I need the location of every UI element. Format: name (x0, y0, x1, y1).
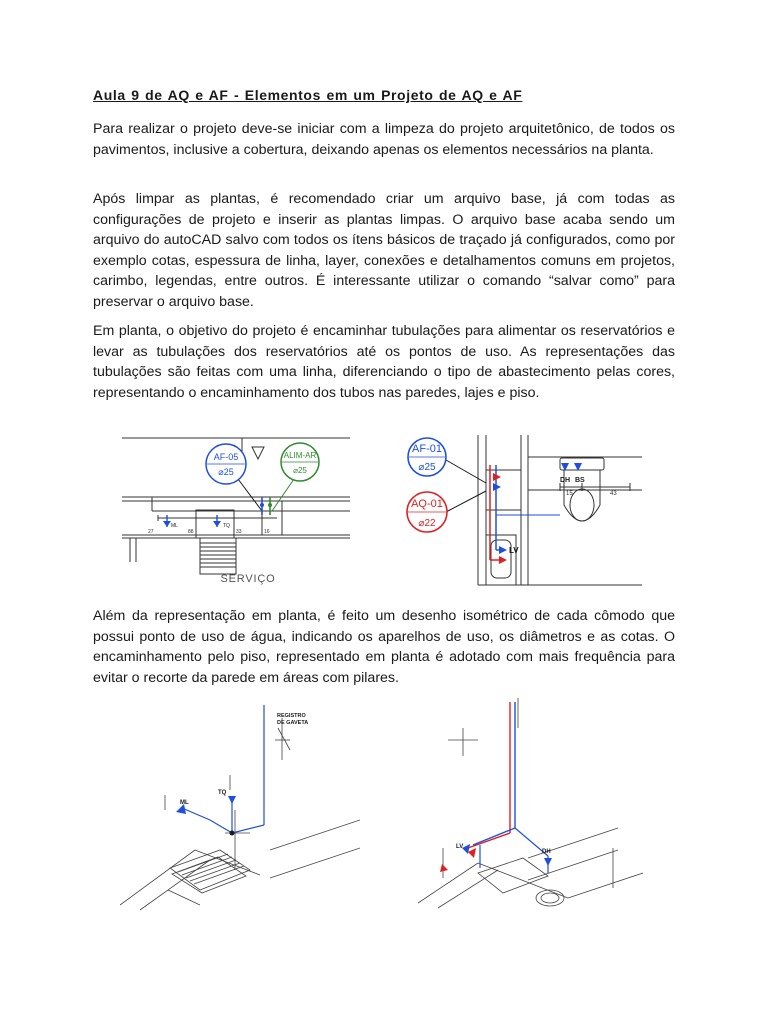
iso-lv-label: LV (456, 844, 464, 850)
alim-tag-label: ALIM-AR (283, 451, 317, 460)
aq01-tag-label: AQ-01 (411, 498, 443, 510)
paragraph-isometric: Além da representação em planta, é feito um desenho isométrico de cada cômodo que possui ponto de uso de água, indicando os aparelhos de uso, os diâmetros e as cotas. O encaminhamento pelo piso, representado em planta é adotado com mais frequência para evitar o recorte da parede em áreas com pilares. (93, 608, 675, 686)
aq01-tag-diameter: ⌀22 (418, 518, 436, 529)
iso-servico-figure (120, 700, 360, 915)
dim-33: 33 (236, 529, 242, 535)
tq-label: TQ (223, 523, 230, 529)
valve-label-line2: DE GAVETA (277, 720, 309, 726)
af01-tag-label: AF-01 (412, 443, 442, 455)
af05-tag-label: AF-05 (213, 452, 239, 462)
paragraph-cleanup: Para realizar o projeto deve-se iniciar com a limpeza do projeto arquitetônico, de todos os pavimentos, inclusive a cobertura, deixando apenas os elementos necessários na planta. (93, 121, 675, 158)
plan-servico-figure (122, 435, 352, 587)
alim-tag-diameter: ⌀25 (293, 466, 307, 475)
room-label-servico: SERVIÇO (220, 573, 276, 585)
dim-16: 16 (264, 529, 270, 535)
paragraph-base-file: Após limpar as plantas, é recomendado criar um arquivo base, já com todas as configurações de projeto e inserir as plantas limpas. O arquivo base acaba sendo um arquivo do autoCAD salvo com todos os ítens básicos de traçado já configurados, como por exemplo cotas, espessura de linha, layer, conexões e detalhamentos comuns em projetos, carimbo, legendas, entre outros. É interessante utilizar o comando “salvar como” para preservar o arquivo base. (93, 191, 675, 310)
paragraph-plan: Em planta, o objetivo do projeto é encaminhar tubulações para alimentar os reservatórios e levar as tubulações dos reservatórios até os pontos de uso. As representações das tubulações são feitas com uma linha, diferenciando o tipo de abastecimento pelas cores, representando o encaminhamento dos tubos nas paredes, lajes e piso. (93, 323, 675, 401)
dim-27: 27 (148, 529, 154, 535)
af05-tag-diameter: ⌀25 (218, 467, 234, 477)
document-title: Aula 9 de AQ e AF - Elementos em um Projeto de AQ e AF (93, 87, 523, 103)
iso-dh-label: DH (542, 849, 551, 855)
af01-tag-diameter: ⌀25 (418, 462, 436, 473)
lv-label: LV (509, 546, 519, 555)
iso-ml-label: ML (180, 800, 189, 806)
dim-88: 88 (188, 529, 194, 535)
ml-label: ML (171, 523, 178, 529)
bs-label: BS (575, 477, 585, 484)
iso-banheiro-figure (418, 698, 646, 915)
dim-43: 43 (610, 491, 617, 497)
plan-banheiro-figure (398, 435, 642, 592)
dim-15: 15 (566, 491, 573, 497)
iso-tq-label: TQ (218, 790, 227, 796)
dh-label: DH (560, 477, 571, 484)
valve-label-line1: REGISTRO (277, 713, 306, 719)
